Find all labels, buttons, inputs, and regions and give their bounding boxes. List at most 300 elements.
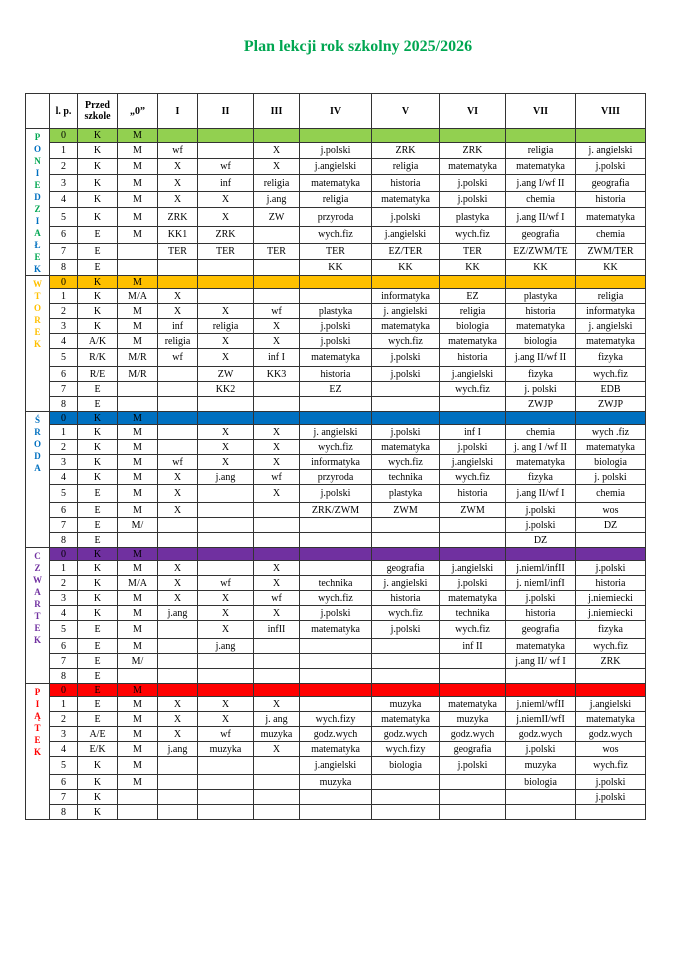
class-cell: matematyka <box>440 334 506 349</box>
przedszkole-cell: K <box>78 304 118 319</box>
class-cell: wych.fiz <box>372 334 440 349</box>
zero-cell: M <box>118 591 158 606</box>
class-cell: KK <box>300 259 372 275</box>
class-cell: ZRK <box>198 227 254 243</box>
class-cell: fizyka <box>576 621 646 639</box>
class-cell: matematyka <box>576 334 646 349</box>
class-cell: matematyka <box>576 207 646 226</box>
class-cell: X <box>254 143 300 159</box>
class-cell <box>198 143 254 159</box>
day-letter: D <box>34 192 41 202</box>
class-cell <box>372 397 440 412</box>
lesson-row <box>26 697 646 712</box>
lesson-number: 5 <box>50 621 78 639</box>
class-cell: j.nieml/wfII <box>506 697 576 712</box>
class-cell: informatyka <box>576 304 646 319</box>
przedszkole-cell: K <box>78 757 118 775</box>
lesson-row <box>26 207 646 226</box>
lesson-row <box>26 349 646 367</box>
class-cell <box>506 129 576 143</box>
class-cell: wych.fiz <box>440 621 506 639</box>
lesson-number: 6 <box>50 503 78 518</box>
class-cell: j.ang II/wf I <box>506 485 576 503</box>
class-cell <box>440 684 506 697</box>
lesson-row <box>26 440 646 455</box>
class-cell: religia <box>254 175 300 191</box>
class-cell: X <box>198 334 254 349</box>
zero-cell: M/R <box>118 367 158 382</box>
class-cell <box>254 790 300 805</box>
day-letter: I <box>35 216 40 226</box>
class-cell: wych.fiz <box>300 591 372 606</box>
class-cell: j.ang <box>158 606 198 621</box>
class-cell: matematyka <box>300 621 372 639</box>
class-cell: ZWM/TER <box>576 243 646 259</box>
zero-cell: M <box>118 757 158 775</box>
zero-cell: M <box>118 548 158 561</box>
day-letter: A <box>34 228 41 238</box>
class-cell: X <box>158 712 198 727</box>
class-cell: przyroda <box>300 207 372 226</box>
header-class-2: II <box>198 94 254 129</box>
lesson-row <box>26 621 646 639</box>
header-class-1: I <box>158 94 198 129</box>
przedszkole-cell: E <box>78 697 118 712</box>
day-letter: R <box>34 315 41 325</box>
class-cell: TER <box>254 243 300 259</box>
lesson-number: 8 <box>50 397 78 412</box>
class-cell <box>254 276 300 289</box>
class-cell <box>372 276 440 289</box>
class-cell: j.polski <box>506 503 576 518</box>
class-cell <box>300 669 372 684</box>
day-letter: Z <box>34 204 41 214</box>
lesson-number: 2 <box>50 712 78 727</box>
day-letter: Z <box>34 563 41 573</box>
day-letter: I <box>35 699 40 709</box>
class-cell <box>198 684 254 697</box>
przedszkole-cell: K <box>78 412 118 425</box>
przedszkole-cell: K <box>78 455 118 470</box>
class-cell: X <box>198 591 254 606</box>
class-cell <box>440 397 506 412</box>
class-cell <box>158 367 198 382</box>
class-cell: religia <box>198 319 254 334</box>
class-cell: historia <box>576 576 646 591</box>
zero-cell: M <box>118 606 158 621</box>
zero-cell: M/A <box>118 289 158 304</box>
zero-cell: M <box>118 425 158 440</box>
class-cell: ZWJP <box>576 397 646 412</box>
lesson-number: 4 <box>50 470 78 485</box>
class-cell: j.polski <box>300 319 372 334</box>
class-cell: wos <box>576 742 646 757</box>
lesson-row <box>26 304 646 319</box>
class-cell <box>372 790 440 805</box>
lesson-row <box>26 775 646 790</box>
class-cell: matematyka <box>372 319 440 334</box>
day-letter: T <box>34 291 41 301</box>
class-cell <box>372 669 440 684</box>
class-cell <box>576 276 646 289</box>
class-cell <box>440 790 506 805</box>
class-cell <box>300 533 372 548</box>
class-cell: wych.fiz <box>372 455 440 470</box>
class-cell: wf <box>158 455 198 470</box>
class-cell: biologia <box>576 455 646 470</box>
class-cell <box>440 669 506 684</box>
zero-cell: M <box>118 697 158 712</box>
class-cell <box>198 129 254 143</box>
przedszkole-cell: E/K <box>78 742 118 757</box>
lesson-number: 2 <box>50 159 78 175</box>
class-cell <box>300 654 372 669</box>
class-cell <box>372 639 440 654</box>
day-letter: K <box>33 339 41 349</box>
przedszkole-cell: E <box>78 227 118 243</box>
lesson-row <box>26 561 646 576</box>
lesson-row <box>26 503 646 518</box>
class-cell: ZRK <box>576 654 646 669</box>
zero-cell: M <box>118 207 158 226</box>
class-cell: j.ang <box>198 639 254 654</box>
przedszkole-cell: K <box>78 591 118 606</box>
class-cell <box>254 757 300 775</box>
class-cell: religia <box>576 289 646 304</box>
class-cell: j.polski <box>576 561 646 576</box>
day-letter: T <box>34 611 41 621</box>
przedszkole-cell: K <box>78 289 118 304</box>
przedszkole-cell: E <box>78 712 118 727</box>
class-cell: biologia <box>506 334 576 349</box>
class-cell: j.ang II/wf II <box>506 349 576 367</box>
day-label <box>26 684 50 820</box>
class-cell: biologia <box>372 757 440 775</box>
day-letter: E <box>34 327 41 337</box>
class-cell <box>440 129 506 143</box>
przedszkole-cell: E <box>78 243 118 259</box>
class-cell: KK1 <box>158 227 198 243</box>
lesson-row <box>26 533 646 548</box>
class-cell: inf I <box>440 425 506 440</box>
zero-cell: M <box>118 684 158 697</box>
day-color-row <box>26 684 646 697</box>
class-cell <box>576 684 646 697</box>
class-cell <box>158 276 198 289</box>
lesson-number: 0 <box>50 412 78 425</box>
class-cell <box>576 669 646 684</box>
class-cell <box>300 397 372 412</box>
class-cell: chemia <box>506 191 576 207</box>
day-letter: I <box>35 168 40 178</box>
class-cell: X <box>198 697 254 712</box>
class-cell: wych.fiz <box>440 470 506 485</box>
zero-cell <box>118 259 158 275</box>
class-cell: j.polski <box>506 742 576 757</box>
class-cell: X <box>254 561 300 576</box>
class-cell: j. polski <box>506 382 576 397</box>
class-cell <box>198 533 254 548</box>
class-cell: wf <box>254 591 300 606</box>
przedszkole-cell: K <box>78 440 118 455</box>
class-cell: j.polski <box>300 143 372 159</box>
class-cell: X <box>158 485 198 503</box>
class-cell: j.angielski <box>300 159 372 175</box>
class-cell <box>158 548 198 561</box>
zero-cell: M <box>118 319 158 334</box>
class-cell: muzyka <box>300 775 372 790</box>
class-cell <box>198 518 254 533</box>
day-letter: A <box>34 587 41 597</box>
class-cell <box>300 518 372 533</box>
class-cell: chemia <box>576 227 646 243</box>
class-cell: j.angielski <box>440 561 506 576</box>
class-cell: godz.wych <box>576 727 646 742</box>
class-cell: wf <box>254 304 300 319</box>
class-cell <box>576 412 646 425</box>
class-cell: chemia <box>506 425 576 440</box>
class-cell: matematyka <box>576 712 646 727</box>
przedszkole-cell: K <box>78 129 118 143</box>
lesson-row <box>26 712 646 727</box>
class-cell: muzyka <box>372 697 440 712</box>
lesson-row <box>26 159 646 175</box>
class-cell: ZRK <box>440 143 506 159</box>
class-cell: historia <box>372 175 440 191</box>
class-cell <box>372 654 440 669</box>
lesson-number: 5 <box>50 485 78 503</box>
header-zero: „0” <box>118 94 158 129</box>
class-cell: wych.fiz <box>300 440 372 455</box>
zero-cell: M <box>118 621 158 639</box>
lesson-number: 0 <box>50 684 78 697</box>
class-cell <box>158 412 198 425</box>
lesson-row <box>26 175 646 191</box>
class-cell: historia <box>506 304 576 319</box>
lesson-row <box>26 319 646 334</box>
class-cell: j.polski <box>440 440 506 455</box>
class-cell <box>300 805 372 820</box>
class-cell <box>198 775 254 790</box>
class-cell: godz.wych <box>440 727 506 742</box>
class-cell: j.niemiecki <box>576 591 646 606</box>
class-cell <box>198 790 254 805</box>
class-cell: j.ang II/wf I <box>506 207 576 226</box>
day-color-row <box>26 412 646 425</box>
lesson-row <box>26 485 646 503</box>
class-cell: matematyka <box>372 191 440 207</box>
class-cell: X <box>254 334 300 349</box>
class-cell <box>198 259 254 275</box>
class-cell <box>254 227 300 243</box>
class-cell: j. ang <box>254 712 300 727</box>
class-cell <box>300 548 372 561</box>
class-cell: geografia <box>506 227 576 243</box>
class-cell: j.polski <box>300 606 372 621</box>
class-cell: TER <box>300 243 372 259</box>
class-cell: wf <box>198 576 254 591</box>
lesson-row <box>26 367 646 382</box>
class-cell: historia <box>440 485 506 503</box>
day-letter: P <box>34 132 41 142</box>
class-cell: matematyka <box>300 742 372 757</box>
class-cell: j.angielski <box>372 227 440 243</box>
class-cell <box>254 639 300 654</box>
class-cell <box>576 129 646 143</box>
class-cell: wych .fiz <box>576 425 646 440</box>
class-cell: wf <box>158 349 198 367</box>
class-cell: X <box>158 159 198 175</box>
class-cell: matematyka <box>440 159 506 175</box>
class-cell: wych.fizy <box>300 712 372 727</box>
class-cell: geografia <box>576 175 646 191</box>
zero-cell: M <box>118 159 158 175</box>
class-cell: wos <box>576 503 646 518</box>
lesson-row <box>26 289 646 304</box>
zero-cell: M/ <box>118 654 158 669</box>
class-cell: informatyka <box>372 289 440 304</box>
class-cell: ZRK <box>372 143 440 159</box>
class-cell: wf <box>158 143 198 159</box>
class-cell <box>198 397 254 412</box>
lesson-number: 8 <box>50 259 78 275</box>
class-cell: X <box>198 207 254 226</box>
zero-cell: M <box>118 470 158 485</box>
class-cell: DZ <box>506 533 576 548</box>
class-cell: j.ang <box>198 470 254 485</box>
zero-cell: M <box>118 561 158 576</box>
zero-cell <box>118 669 158 684</box>
class-cell <box>300 639 372 654</box>
przedszkole-cell: K <box>78 548 118 561</box>
class-cell: religia <box>372 159 440 175</box>
class-cell: TER <box>440 243 506 259</box>
class-cell: wych.fiz <box>300 227 372 243</box>
lesson-row <box>26 470 646 485</box>
day-letter: W <box>33 279 42 289</box>
class-cell: j.polski <box>372 367 440 382</box>
lesson-number: 0 <box>50 276 78 289</box>
class-cell: plastyka <box>300 304 372 319</box>
zero-cell <box>118 533 158 548</box>
lesson-row <box>26 334 646 349</box>
lesson-number: 3 <box>50 727 78 742</box>
class-cell <box>506 684 576 697</box>
class-cell: godz.wych <box>506 727 576 742</box>
class-cell: matematyka <box>440 591 506 606</box>
zero-cell: M <box>118 304 158 319</box>
class-cell: X <box>198 621 254 639</box>
przedszkole-cell: K <box>78 576 118 591</box>
class-cell <box>440 805 506 820</box>
zero-cell <box>118 397 158 412</box>
class-cell: X <box>254 485 300 503</box>
przedszkole-cell: K <box>78 143 118 159</box>
lesson-number: 5 <box>50 757 78 775</box>
zero-cell: M/A <box>118 576 158 591</box>
lesson-number: 2 <box>50 304 78 319</box>
zero-cell: M <box>118 276 158 289</box>
class-cell <box>372 382 440 397</box>
class-cell: j. angielski <box>372 304 440 319</box>
przedszkole-cell: E <box>78 654 118 669</box>
zero-cell: M <box>118 129 158 143</box>
lesson-number: 7 <box>50 518 78 533</box>
class-cell: j.nieml/infII <box>506 561 576 576</box>
lesson-number: 1 <box>50 561 78 576</box>
lesson-row <box>26 259 646 275</box>
class-cell <box>300 412 372 425</box>
class-cell <box>198 276 254 289</box>
przedszkole-cell: E <box>78 639 118 654</box>
lesson-row <box>26 727 646 742</box>
lesson-number: 8 <box>50 533 78 548</box>
zero-cell: M <box>118 175 158 191</box>
class-cell <box>300 561 372 576</box>
day-label <box>26 129 50 276</box>
class-cell <box>158 259 198 275</box>
zero-cell: M <box>118 455 158 470</box>
class-cell: fizyka <box>506 367 576 382</box>
lesson-row <box>26 669 646 684</box>
przedszkole-cell: K <box>78 207 118 226</box>
class-cell: historia <box>440 349 506 367</box>
class-cell <box>254 397 300 412</box>
class-cell: j. polski <box>576 470 646 485</box>
class-cell: X <box>254 159 300 175</box>
class-cell <box>254 518 300 533</box>
day-letter: Ł <box>34 240 41 250</box>
class-cell <box>254 503 300 518</box>
class-cell <box>440 654 506 669</box>
class-cell: geografia <box>372 561 440 576</box>
przedszkole-cell: E <box>78 485 118 503</box>
class-cell: X <box>158 191 198 207</box>
class-cell: j.niemII/wfI <box>506 712 576 727</box>
day-letter: O <box>33 144 41 154</box>
day-letter: K <box>33 747 41 757</box>
class-cell: j.ang <box>158 742 198 757</box>
class-cell: ZRK <box>158 207 198 226</box>
lesson-number: 5 <box>50 349 78 367</box>
przedszkole-cell: E <box>78 621 118 639</box>
day-letter: O <box>33 439 41 449</box>
lesson-number: 8 <box>50 669 78 684</box>
class-cell: j.ang II/ wf I <box>506 654 576 669</box>
class-cell: j.polski <box>300 334 372 349</box>
lesson-row <box>26 639 646 654</box>
class-cell <box>198 485 254 503</box>
class-cell: ZW <box>254 207 300 226</box>
lesson-number: 3 <box>50 455 78 470</box>
class-cell <box>158 397 198 412</box>
class-cell: j.polski <box>372 425 440 440</box>
przedszkole-cell: K <box>78 790 118 805</box>
class-cell <box>158 757 198 775</box>
class-cell: TER <box>198 243 254 259</box>
class-cell <box>440 533 506 548</box>
class-cell: X <box>254 742 300 757</box>
class-cell: muzyka <box>440 712 506 727</box>
day-letter: E <box>34 252 41 262</box>
lesson-row <box>26 805 646 820</box>
class-cell: ZWM <box>372 503 440 518</box>
class-cell: X <box>198 191 254 207</box>
class-cell: j.polski <box>300 485 372 503</box>
class-cell: muzyka <box>506 757 576 775</box>
class-cell: infII <box>254 621 300 639</box>
class-cell: j.niemiecki <box>576 606 646 621</box>
